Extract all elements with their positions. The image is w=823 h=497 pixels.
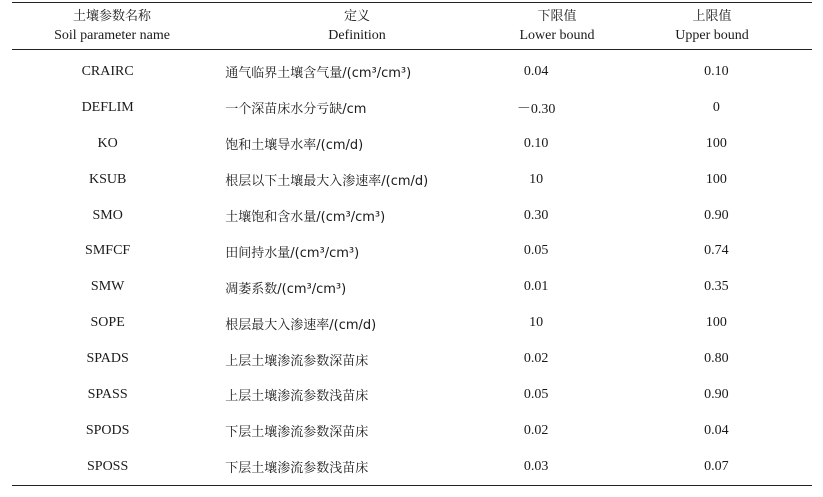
param-name: SMW bbox=[90, 279, 125, 295]
param-upper-bound: 0.90 bbox=[704, 386, 729, 402]
header-col1-en: Soil parameter name bbox=[54, 28, 170, 43]
param-definition: 凋萎系数/(cm³/cm³) bbox=[225, 281, 347, 297]
header-col2-cn: 定义 bbox=[343, 9, 370, 24]
param-lower-bound: 0.05 bbox=[523, 243, 549, 259]
param-lower-bound: 10 bbox=[529, 315, 544, 331]
param-lower-bound: －0.30 bbox=[516, 101, 556, 117]
param-definition: 通气临界土壤含气量/(cm³/cm³) bbox=[225, 66, 412, 82]
param-lower-bound: 0.30 bbox=[523, 207, 549, 223]
param-name: KSUB bbox=[88, 171, 127, 187]
param-definition: 上层土壤渗流参数深苗床 bbox=[225, 353, 369, 369]
header-definition bbox=[212, 7, 502, 45]
table-row bbox=[12, 377, 812, 413]
param-name: SMFCF bbox=[85, 243, 131, 259]
table-row bbox=[12, 54, 812, 90]
param-upper-bound: 0 bbox=[712, 99, 720, 115]
param-name: SMO bbox=[92, 207, 123, 223]
param-name: SOPE bbox=[90, 315, 125, 331]
param-definition: 一个深苗床水分亏缺/cm bbox=[225, 102, 367, 118]
table-row bbox=[12, 198, 812, 234]
table-header bbox=[12, 3, 812, 49]
param-name: DEFLIM bbox=[81, 99, 134, 115]
header-col3-cn: 下限值 bbox=[537, 9, 577, 24]
param-name: SPASS bbox=[87, 386, 128, 402]
soil-parameter-table bbox=[12, 0, 812, 486]
table-bottom-rule bbox=[12, 485, 812, 486]
param-lower-bound: 10 bbox=[529, 171, 544, 187]
header-soil-parameter-name bbox=[12, 7, 212, 45]
header-col4-cn: 上限值 bbox=[692, 9, 732, 24]
header-col2-en: Definition bbox=[328, 28, 386, 43]
param-name: SPODS bbox=[85, 422, 130, 438]
param-definition: 下层土壤渗流参数浅苗床 bbox=[225, 461, 369, 477]
table-row bbox=[12, 126, 812, 162]
header-col3-en: Lower bound bbox=[519, 28, 595, 43]
table-row bbox=[12, 233, 812, 269]
param-upper-bound: 0.80 bbox=[704, 351, 729, 367]
header-col4-en: Upper bound bbox=[675, 28, 749, 43]
header-col1-cn: 土壤参数名称 bbox=[72, 9, 151, 24]
param-definition: 土壤饱和含水量/(cm³/cm³) bbox=[225, 210, 386, 225]
param-upper-bound: 0.35 bbox=[704, 279, 729, 295]
param-upper-bound: 0.90 bbox=[704, 207, 729, 223]
table-row bbox=[12, 90, 812, 126]
table-body bbox=[12, 50, 812, 485]
param-name: SPOSS bbox=[87, 458, 129, 474]
param-lower-bound: 0.01 bbox=[523, 279, 549, 295]
header-upper-bound bbox=[612, 7, 812, 45]
header-lower-bound bbox=[502, 7, 612, 45]
table-row bbox=[12, 413, 812, 449]
table-row bbox=[12, 341, 812, 377]
param-lower-bound: 0.02 bbox=[523, 351, 549, 367]
param-lower-bound: 0.02 bbox=[523, 422, 549, 438]
param-lower-bound: 0.05 bbox=[523, 386, 549, 402]
param-name: SPADS bbox=[86, 351, 129, 367]
param-lower-bound: 0.03 bbox=[523, 458, 549, 474]
param-definition: 上层土壤渗流参数浅苗床 bbox=[225, 389, 369, 405]
param-upper-bound: 100 bbox=[705, 315, 727, 331]
param-definition: 田间持水量/(cm³/cm³) bbox=[225, 245, 360, 261]
param-definition: 根层最大入渗速率/(cm/d) bbox=[225, 317, 377, 333]
table-row bbox=[12, 305, 812, 341]
param-name: KO bbox=[97, 135, 118, 151]
table-row bbox=[12, 162, 812, 198]
param-upper-bound: 0.04 bbox=[704, 422, 729, 438]
param-upper-bound: 100 bbox=[705, 171, 727, 187]
param-definition: 饱和土壤导水率/(cm/d) bbox=[225, 138, 364, 154]
param-lower-bound: 0.10 bbox=[523, 135, 549, 151]
param-upper-bound: 0.74 bbox=[704, 243, 729, 259]
param-upper-bound: 0.07 bbox=[704, 458, 729, 474]
param-definition: 下层土壤渗流参数深苗床 bbox=[225, 425, 369, 441]
param-lower-bound: 0.04 bbox=[523, 63, 549, 79]
param-upper-bound: 0.10 bbox=[704, 63, 729, 79]
param-upper-bound: 100 bbox=[705, 135, 727, 151]
param-definition: 根层以下土壤最大入渗速率/(cm/d) bbox=[225, 174, 429, 190]
table-row bbox=[12, 449, 812, 485]
table-row bbox=[12, 269, 812, 305]
param-name: CRAIRC bbox=[81, 63, 134, 79]
